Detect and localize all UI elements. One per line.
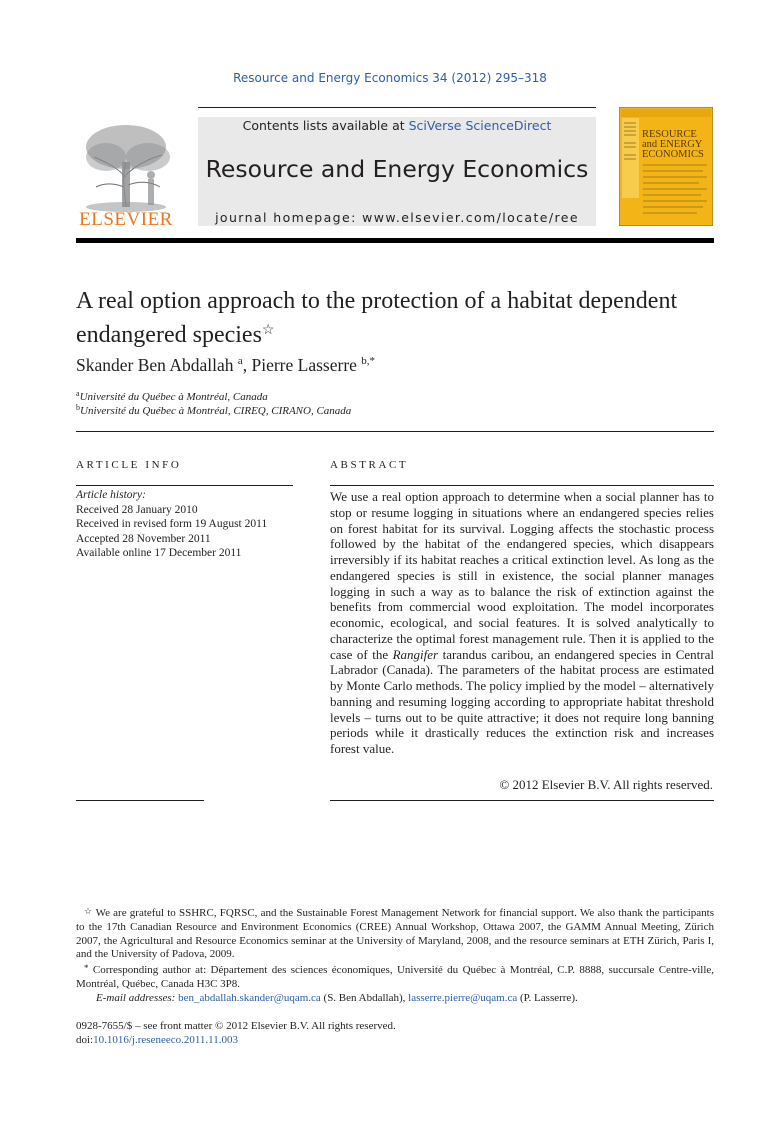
homepage-url[interactable]: www.elsevier.com/locate/ree xyxy=(362,210,579,225)
affiliation xyxy=(76,403,351,417)
abstract-bottom-rule xyxy=(330,800,714,801)
contents-prefix: Contents lists available at xyxy=(242,118,409,133)
elsevier-wordmark: ELSEVIER xyxy=(79,209,173,229)
sciencedirect-link[interactable]: SciVerse ScienceDirect xyxy=(408,118,552,133)
footnote-text: Corresponding author at: Département des sciences économiques, Université du Québec à Montréal, C.P. 8888, succursale Centre-ville, Montréal, Québec, Canada H3C 3P8. xyxy=(76,964,715,990)
email-label: E-mail addresses: xyxy=(96,991,176,1004)
author-name[interactable]: Skander Ben Abdallah xyxy=(76,355,234,375)
cover-title-line-2: and ENERGY xyxy=(642,139,703,150)
history-item: Received 28 January 2010 xyxy=(76,503,198,516)
acknowledgement-footnote xyxy=(76,905,714,962)
doi-line xyxy=(76,1034,238,1046)
email-footnote xyxy=(76,992,714,1006)
email-owner: (P. Lasserre). xyxy=(517,991,578,1004)
article-info-rule xyxy=(76,485,293,486)
homepage-prefix: journal homepage: xyxy=(215,210,363,225)
title-footnote-mark[interactable]: ☆ xyxy=(261,323,275,338)
issn-line: 0928-7655/$ – see front matter © 2012 Elsevier B.V. All rights reserved. xyxy=(76,1020,396,1032)
author-name[interactable]: Pierre Lasserre xyxy=(251,355,357,375)
footnote-text: We are grateful to SSHRC, FQRSC, and the Sustainable Forest Management Network for financial support. We also thank the participants to the 17th Canadian Resource and Environment Economics (CREE) Annual Workshop, Ottawa 2007, the GAMM Annual Meeting, Zürich 2007, the Agricultural and Resource Economics seminar at the University of Maryland, 2008, and the resource seminars at ETH Zürich, Paris I, and the University of Padova, 2009. xyxy=(76,907,714,961)
journal-name: Resource and Energy Economics xyxy=(205,155,589,183)
history-item: Available online 17 December 2011 xyxy=(76,547,242,560)
abstract-text xyxy=(330,489,714,757)
author-list: Skander Ben Abdallah $^a$, Pierre Lasserre $^{b,*}$ xyxy=(76,355,376,375)
affiliation-mark: a xyxy=(76,389,80,398)
author-affiliation-mark[interactable]: a xyxy=(237,355,243,367)
affiliation xyxy=(76,389,268,403)
elsevier-logo xyxy=(76,117,176,229)
footnote-mark: * xyxy=(84,963,89,974)
history-item: Accepted 28 November 2011 xyxy=(76,532,211,545)
doi-prefix: doi: xyxy=(76,1034,94,1046)
journal-cover-image xyxy=(619,107,713,226)
homepage-line xyxy=(198,210,596,225)
affiliation-mark: b xyxy=(76,403,80,412)
header-bottom-rule xyxy=(76,238,714,243)
author-affiliation-mark[interactable]: b,* xyxy=(361,355,376,367)
abstract-copyright: © 2012 Elsevier B.V. All rights reserved. xyxy=(499,777,713,792)
affiliation-text: Université du Québec à Montréal, CIREQ, CIRANO, Canada xyxy=(80,405,352,417)
footnote-mark: ☆ xyxy=(84,906,93,916)
journal-citation-link[interactable]: Resource and Energy Economics 34 (2012) 295–318 xyxy=(233,71,547,85)
abstract-species-name: Rangifer xyxy=(392,646,439,662)
article-info-bottom-rule xyxy=(76,800,204,801)
cover-title-line-1: RESOURCE xyxy=(642,129,697,140)
doi-link[interactable]: 10.1016/j.reseneeco.2011.11.003 xyxy=(93,1034,239,1046)
section-divider xyxy=(76,431,714,432)
email-link[interactable]: lasserre.pierre@uqam.ca xyxy=(408,991,518,1004)
article-history xyxy=(76,488,267,561)
header-top-rule xyxy=(198,107,596,108)
history-item: Received in revised form 19 August 2011 xyxy=(76,518,268,531)
footnotes xyxy=(76,905,714,1006)
corresponding-author-footnote xyxy=(76,962,714,992)
abstract-heading: ABSTRACT xyxy=(330,459,409,471)
abstract-text-part: We use a real option approach to determine when a social planner has to stop or resume logging in situations where an endangered species relies on forest habitat for its survival. Logging affects the stochastic process followed by the habitat of the endangered species, which disappears irreversibly if its habitat reaches a critical extinction level. As long as the endangered species is still in existence, the social planner manages logging in such a way as to balance the risk of extinction against the benefits from commercial wood exploitation. The model incorporates economic, ecological, and social features. It is solved analytically to characterize the optimal forest management rule. Then it is applied to the case of the xyxy=(330,489,714,662)
abstract-text-part: tarandus caribou, an endangered species in Central Labrador (Canada). The parameters of the habitat process are estimated by Monte Carlo methods. The policy implied by the model – alternatively banning and resuming logging according to appropriate habitat threshold levels – turns out to be quite attractive; it does not require long banning periods while it drastically reduces the extinction risk and increases forest value. xyxy=(330,646,714,756)
abstract-rule xyxy=(330,485,714,486)
affiliation-text: Université du Québec à Montréal, Canada xyxy=(79,391,268,403)
article-title-text: A real option approach to the protection of a habitat dependent endangered species xyxy=(76,288,678,348)
email-link[interactable]: ben_abdallah.skander@uqam.ca xyxy=(178,991,321,1004)
history-label: Article history: xyxy=(76,489,146,501)
email-owner: (S. Ben Abdallah), xyxy=(320,991,409,1004)
contents-line xyxy=(198,118,596,133)
article-title xyxy=(76,287,716,350)
cover-title-line-3: ECONOMICS xyxy=(642,149,704,160)
article-info-heading: ARTICLE INFO xyxy=(76,459,182,471)
